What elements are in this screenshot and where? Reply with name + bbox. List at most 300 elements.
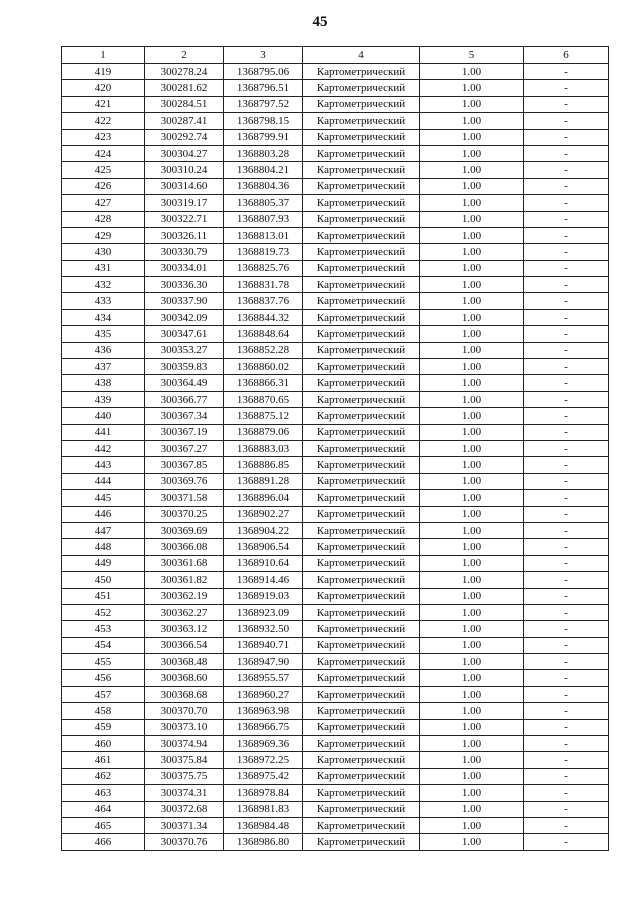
table-cell: 300368.60 (145, 670, 224, 686)
table-cell: 300361.68 (145, 555, 224, 571)
table-cell: 300369.76 (145, 473, 224, 489)
table-cell: - (524, 736, 609, 752)
table-cell: 1.00 (420, 834, 524, 850)
table-cell: 300375.75 (145, 768, 224, 784)
table-row (62, 293, 609, 309)
table-row (62, 539, 609, 555)
table-cell: - (524, 588, 609, 604)
table-cell: 445 (62, 490, 145, 506)
table-cell: 300370.70 (145, 703, 224, 719)
table-cell: 1368875.12 (224, 408, 303, 424)
table-cell: 1368870.65 (224, 391, 303, 407)
table-cell: Картометрический (303, 326, 420, 342)
table-cell: Картометрический (303, 64, 420, 80)
table-cell: Картометрический (303, 277, 420, 293)
table-cell: Картометрический (303, 686, 420, 702)
table-cell: 1368804.21 (224, 162, 303, 178)
table-cell: - (524, 162, 609, 178)
table-cell: 1368981.83 (224, 801, 303, 817)
table-cell: Картометрический (303, 195, 420, 211)
table-row (62, 588, 609, 604)
table-cell: 1368819.73 (224, 244, 303, 260)
table-cell: 1.00 (420, 342, 524, 358)
table-cell: 1368852.28 (224, 342, 303, 358)
table-cell: 300336.30 (145, 277, 224, 293)
table-cell: 453 (62, 621, 145, 637)
table-row (62, 195, 609, 211)
table-row (62, 719, 609, 735)
table-cell: 1.00 (420, 162, 524, 178)
table-cell: 1.00 (420, 391, 524, 407)
table-cell: 1368978.84 (224, 785, 303, 801)
table-cell: 442 (62, 440, 145, 456)
table-row (62, 686, 609, 702)
table-row (62, 260, 609, 276)
table-cell: 460 (62, 736, 145, 752)
table-cell: Картометрический (303, 637, 420, 653)
table-cell: 300366.77 (145, 391, 224, 407)
table-cell: Картометрический (303, 244, 420, 260)
table-cell: Картометрический (303, 555, 420, 571)
table-row (62, 440, 609, 456)
table-cell: Картометрический (303, 768, 420, 784)
table-cell: 300322.71 (145, 211, 224, 227)
table-cell: 1.00 (420, 80, 524, 96)
table-cell: 443 (62, 457, 145, 473)
table-row (62, 113, 609, 129)
table-cell: 451 (62, 588, 145, 604)
table-cell: 1368891.28 (224, 473, 303, 489)
table-cell: Картометрический (303, 621, 420, 637)
table-cell: - (524, 768, 609, 784)
table-cell: Картометрический (303, 440, 420, 456)
table-cell: 300375.84 (145, 752, 224, 768)
table-cell: 1.00 (420, 326, 524, 342)
table-row (62, 768, 609, 784)
column-header: 2 (145, 47, 224, 64)
table-cell: 300374.94 (145, 736, 224, 752)
table-row (62, 703, 609, 719)
table-cell: 1.00 (420, 703, 524, 719)
table-cell: 300370.76 (145, 834, 224, 850)
table-cell: 1368798.15 (224, 113, 303, 129)
table-row (62, 64, 609, 80)
table-cell: 300371.58 (145, 490, 224, 506)
table-cell: 300371.34 (145, 817, 224, 833)
table-cell: 300278.24 (145, 64, 224, 80)
table-cell: 1.00 (420, 473, 524, 489)
table-row (62, 555, 609, 571)
table-cell: Картометрический (303, 588, 420, 604)
table-cell: 300310.24 (145, 162, 224, 178)
table-cell: 1.00 (420, 64, 524, 80)
table-cell: 300372.68 (145, 801, 224, 817)
table-cell: 1.00 (420, 539, 524, 555)
table-cell: 300330.79 (145, 244, 224, 260)
table-cell: 1.00 (420, 113, 524, 129)
table-cell: Картометрический (303, 752, 420, 768)
table-cell: Картометрический (303, 522, 420, 538)
column-header: 4 (303, 47, 420, 64)
table-cell: Картометрический (303, 785, 420, 801)
table-cell: 440 (62, 408, 145, 424)
table-cell: 1368799.91 (224, 129, 303, 145)
table-cell: 422 (62, 113, 145, 129)
table-cell: Картометрический (303, 834, 420, 850)
table-cell: 1368795.06 (224, 64, 303, 80)
table-cell: 1368848.64 (224, 326, 303, 342)
table-cell: 300287.41 (145, 113, 224, 129)
table-row (62, 244, 609, 260)
table-row (62, 637, 609, 653)
table-row (62, 227, 609, 243)
table-cell: 300319.17 (145, 195, 224, 211)
table-cell: 1368986.80 (224, 834, 303, 850)
table-cell: - (524, 293, 609, 309)
table-cell: 448 (62, 539, 145, 555)
table-row (62, 408, 609, 424)
table-cell: 1368807.93 (224, 211, 303, 227)
table-cell: 1.00 (420, 719, 524, 735)
table-cell: 439 (62, 391, 145, 407)
table-cell: - (524, 178, 609, 194)
table-cell: Картометрический (303, 375, 420, 391)
table-cell: - (524, 752, 609, 768)
table-row (62, 277, 609, 293)
table-cell: 419 (62, 64, 145, 80)
table-cell: - (524, 227, 609, 243)
table-cell: 449 (62, 555, 145, 571)
table-cell: 1368914.46 (224, 572, 303, 588)
table-cell: - (524, 834, 609, 850)
table-row (62, 572, 609, 588)
table-cell: 300361.82 (145, 572, 224, 588)
coordinates-table (61, 46, 609, 851)
table-cell: Картометрический (303, 408, 420, 424)
table-cell: 458 (62, 703, 145, 719)
table-cell: 426 (62, 178, 145, 194)
table-row (62, 736, 609, 752)
table-cell: - (524, 195, 609, 211)
table-cell: 1368896.04 (224, 490, 303, 506)
table-cell: 300304.27 (145, 145, 224, 161)
table-cell: Картометрический (303, 227, 420, 243)
table-cell: - (524, 621, 609, 637)
table-cell: Картометрический (303, 736, 420, 752)
table-row (62, 424, 609, 440)
table-cell: Картометрический (303, 703, 420, 719)
table-cell: 1.00 (420, 752, 524, 768)
table-cell: - (524, 506, 609, 522)
table-cell: 462 (62, 768, 145, 784)
table-cell: 300362.19 (145, 588, 224, 604)
table-cell: - (524, 375, 609, 391)
table-row (62, 817, 609, 833)
table-cell: 435 (62, 326, 145, 342)
table-row (62, 506, 609, 522)
table-cell: 420 (62, 80, 145, 96)
column-header: 3 (224, 47, 303, 64)
table-cell: 427 (62, 195, 145, 211)
table-cell: 464 (62, 801, 145, 817)
table-cell: 1.00 (420, 522, 524, 538)
table-cell: 300314.60 (145, 178, 224, 194)
table-cell: 300369.69 (145, 522, 224, 538)
table-cell: 1368932.50 (224, 621, 303, 637)
table-row (62, 752, 609, 768)
table-row (62, 129, 609, 145)
table-cell: 421 (62, 96, 145, 112)
table-cell: - (524, 309, 609, 325)
table-cell: 1368940.71 (224, 637, 303, 653)
table-cell: 1368883.03 (224, 440, 303, 456)
page-number: 45 (312, 14, 328, 30)
table-cell: - (524, 277, 609, 293)
table-cell: Картометрический (303, 96, 420, 112)
table-cell: 1368797.52 (224, 96, 303, 112)
table-cell: Картометрический (303, 817, 420, 833)
table-row (62, 178, 609, 194)
table-cell: Картометрический (303, 309, 420, 325)
table-cell: - (524, 440, 609, 456)
table-cell: 1368837.76 (224, 293, 303, 309)
table-cell: 300367.34 (145, 408, 224, 424)
table-cell: 433 (62, 293, 145, 309)
table-cell: - (524, 604, 609, 620)
table-cell: 300367.27 (145, 440, 224, 456)
table-cell: 454 (62, 637, 145, 653)
table-cell: - (524, 801, 609, 817)
table-row (62, 359, 609, 375)
table-cell: 1368906.54 (224, 539, 303, 555)
table-cell: 1368960.27 (224, 686, 303, 702)
table-cell: 300373.10 (145, 719, 224, 735)
table-row (62, 326, 609, 342)
table-cell: - (524, 457, 609, 473)
table-cell: - (524, 408, 609, 424)
table-cell: - (524, 817, 609, 833)
table-cell: Картометрический (303, 457, 420, 473)
table-cell: 1.00 (420, 490, 524, 506)
table-cell: 300368.48 (145, 654, 224, 670)
table-row (62, 801, 609, 817)
table-cell: 465 (62, 817, 145, 833)
table-row (62, 621, 609, 637)
table-cell: 300368.68 (145, 686, 224, 702)
table-cell: - (524, 522, 609, 538)
table-cell: 1.00 (420, 817, 524, 833)
table-cell: 1368831.78 (224, 277, 303, 293)
table-cell: 459 (62, 719, 145, 735)
table-cell: 1.00 (420, 129, 524, 145)
table-row (62, 834, 609, 850)
table-cell: 428 (62, 211, 145, 227)
table-cell: 1.00 (420, 588, 524, 604)
table-cell: - (524, 260, 609, 276)
table-cell: 1368805.37 (224, 195, 303, 211)
table-cell: 1.00 (420, 506, 524, 522)
table-cell: 446 (62, 506, 145, 522)
table-cell: 1.00 (420, 408, 524, 424)
table-cell: 1.00 (420, 260, 524, 276)
table-cell: - (524, 326, 609, 342)
table-cell: 1.00 (420, 670, 524, 686)
table-cell: 1368904.22 (224, 522, 303, 538)
table-cell: 300284.51 (145, 96, 224, 112)
table-cell: 1368919.03 (224, 588, 303, 604)
table-cell: 1.00 (420, 424, 524, 440)
table-cell: Картометрический (303, 211, 420, 227)
table-row (62, 309, 609, 325)
table-cell: 441 (62, 424, 145, 440)
table-cell: - (524, 539, 609, 555)
table-cell: 1368975.42 (224, 768, 303, 784)
table-cell: Картометрический (303, 342, 420, 358)
table-cell: 1.00 (420, 277, 524, 293)
table-cell: 1.00 (420, 96, 524, 112)
table-cell: 300364.49 (145, 375, 224, 391)
table-cell: - (524, 424, 609, 440)
table-cell: 1.00 (420, 801, 524, 817)
table-cell: - (524, 80, 609, 96)
table-cell: 456 (62, 670, 145, 686)
table-cell: 300374.31 (145, 785, 224, 801)
table-body (62, 64, 609, 851)
table-cell: 300353.27 (145, 342, 224, 358)
table-row (62, 490, 609, 506)
table-row (62, 162, 609, 178)
table-cell: 1368972.25 (224, 752, 303, 768)
table-cell: 1368947.90 (224, 654, 303, 670)
table-cell: Картометрический (303, 162, 420, 178)
table-cell: - (524, 64, 609, 80)
table-cell: 450 (62, 572, 145, 588)
table-cell: 431 (62, 260, 145, 276)
table-cell: 424 (62, 145, 145, 161)
table-cell: 1368966.75 (224, 719, 303, 735)
table-cell: - (524, 391, 609, 407)
table-cell: - (524, 244, 609, 260)
table-cell: 1368825.76 (224, 260, 303, 276)
table-cell: 1.00 (420, 555, 524, 571)
table-cell: - (524, 490, 609, 506)
table-cell: 300326.11 (145, 227, 224, 243)
table-cell: 300359.83 (145, 359, 224, 375)
table-cell: 1.00 (420, 359, 524, 375)
table-cell: 1368902.27 (224, 506, 303, 522)
table-row (62, 654, 609, 670)
table-cell: - (524, 654, 609, 670)
table-cell: - (524, 342, 609, 358)
table-cell: 300347.61 (145, 326, 224, 342)
table-cell: 1.00 (420, 195, 524, 211)
table-cell: 1.00 (420, 785, 524, 801)
table-row (62, 473, 609, 489)
table-cell: 1368879.06 (224, 424, 303, 440)
table-cell: Картометрический (303, 293, 420, 309)
table-cell: 1368984.48 (224, 817, 303, 833)
table-cell: 1368955.57 (224, 670, 303, 686)
table-cell: 461 (62, 752, 145, 768)
table-cell: Картометрический (303, 572, 420, 588)
table-cell: 437 (62, 359, 145, 375)
table-row (62, 670, 609, 686)
table-row (62, 391, 609, 407)
table-cell: 1368860.02 (224, 359, 303, 375)
table-cell: 300292.74 (145, 129, 224, 145)
table-cell: 1368844.32 (224, 309, 303, 325)
table-cell: 1.00 (420, 572, 524, 588)
table-cell: Картометрический (303, 145, 420, 161)
table-cell: Картометрический (303, 113, 420, 129)
table-cell: 1368866.31 (224, 375, 303, 391)
table-cell: 1.00 (420, 309, 524, 325)
table-cell: 1.00 (420, 604, 524, 620)
table-row (62, 80, 609, 96)
table-cell: 300281.62 (145, 80, 224, 96)
table-cell: 432 (62, 277, 145, 293)
table-cell: Картометрический (303, 359, 420, 375)
table-cell: - (524, 670, 609, 686)
table-cell: 466 (62, 834, 145, 850)
table-cell: 300362.27 (145, 604, 224, 620)
column-header: 6 (524, 47, 609, 64)
table-cell: 1.00 (420, 637, 524, 653)
table-cell: 438 (62, 375, 145, 391)
table-row (62, 522, 609, 538)
table-cell: 300370.25 (145, 506, 224, 522)
column-header: 5 (420, 47, 524, 64)
table-cell: Картометрический (303, 654, 420, 670)
table-row (62, 375, 609, 391)
table-cell: 1.00 (420, 736, 524, 752)
table-cell: 455 (62, 654, 145, 670)
table-row (62, 457, 609, 473)
table-cell: 300367.85 (145, 457, 224, 473)
table-cell: - (524, 473, 609, 489)
table-cell: - (524, 703, 609, 719)
table-row (62, 96, 609, 112)
table-cell: 1368923.09 (224, 604, 303, 620)
table-cell: - (524, 785, 609, 801)
table-row (62, 342, 609, 358)
table-cell: Картометрический (303, 801, 420, 817)
table-header-row (62, 47, 609, 64)
table-cell: - (524, 637, 609, 653)
table-cell: - (524, 96, 609, 112)
table-row (62, 145, 609, 161)
table-cell: 1368886.85 (224, 457, 303, 473)
table-cell: 300366.54 (145, 637, 224, 653)
table-cell: 1.00 (420, 686, 524, 702)
table-cell: Картометрический (303, 391, 420, 407)
table-cell: Картометрический (303, 539, 420, 555)
table-cell: Картометрический (303, 129, 420, 145)
table-cell: 1.00 (420, 654, 524, 670)
table-cell: - (524, 686, 609, 702)
table-cell: - (524, 129, 609, 145)
table-cell: 1368813.01 (224, 227, 303, 243)
table-cell: 300366.08 (145, 539, 224, 555)
table-cell: 425 (62, 162, 145, 178)
table-cell: 430 (62, 244, 145, 260)
table-cell: 457 (62, 686, 145, 702)
table-cell: - (524, 113, 609, 129)
table-cell: - (524, 719, 609, 735)
table-cell: 1368963.98 (224, 703, 303, 719)
table-cell: 1368796.51 (224, 80, 303, 96)
table-cell: Картометрический (303, 490, 420, 506)
